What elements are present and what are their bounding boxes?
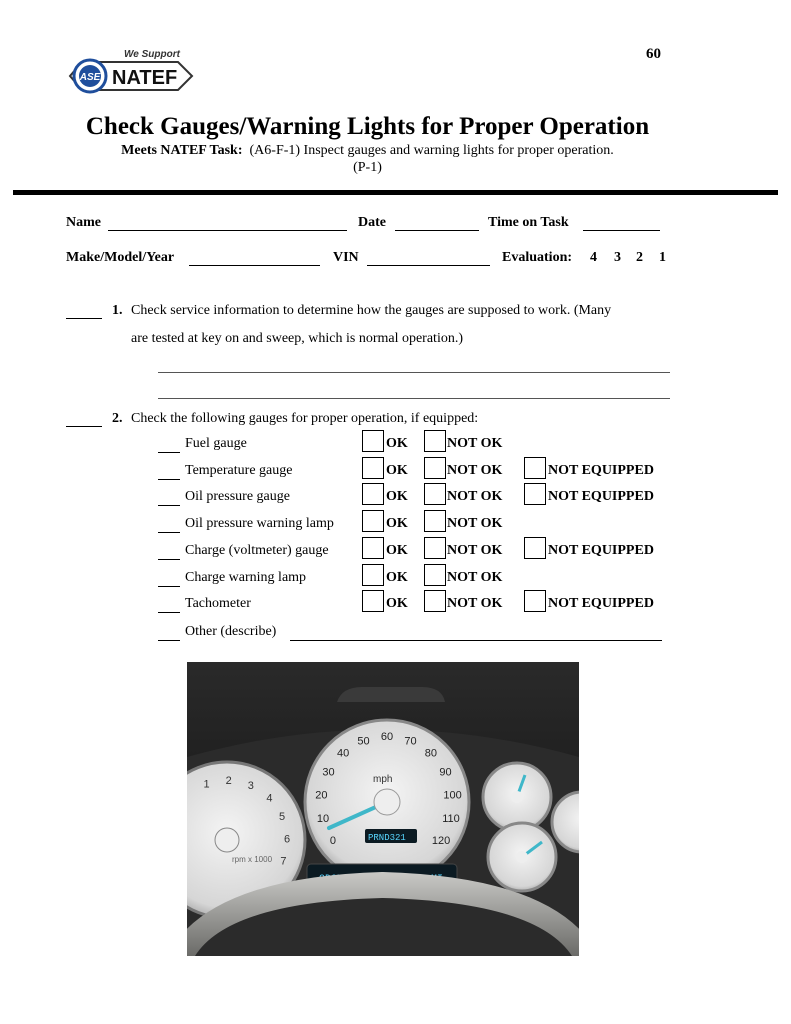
task-subtitle xyxy=(0,143,735,159)
step1-number-text: 1. xyxy=(112,303,123,318)
ok-checkbox[interactable] xyxy=(362,430,384,452)
step1-text-line1: Check service information to determine how the gauges are supposed to work. (Many xyxy=(131,303,612,318)
natef-logo xyxy=(68,46,194,100)
other-check-blank[interactable] xyxy=(158,640,180,641)
speed-unit: mph xyxy=(373,774,393,785)
evaluation-score-2[interactable]: 2 xyxy=(636,250,643,265)
not-ok-checkbox[interactable] xyxy=(424,564,446,586)
speed-tick-label: 50 xyxy=(357,735,370,748)
not-ok-option-label: NOT OK xyxy=(447,436,503,451)
gauge-item-check-blank[interactable] xyxy=(158,612,180,613)
vin-label: VIN xyxy=(333,250,359,265)
rpm-tick-label: 1 xyxy=(203,778,210,791)
gauge-item-label: Oil pressure warning lamp xyxy=(185,516,334,531)
header-divider xyxy=(13,190,778,195)
not-ok-option-label: NOT OK xyxy=(447,489,503,504)
not-equipped-checkbox[interactable] xyxy=(524,590,546,612)
evaluation-label: Evaluation: xyxy=(502,250,573,265)
ok-option-label: OK xyxy=(386,543,408,558)
not-ok-checkbox[interactable] xyxy=(424,537,446,559)
instrument-cluster-photo xyxy=(187,662,579,956)
logo-brand-text: NATEF xyxy=(112,67,178,89)
step2-check-blank[interactable] xyxy=(66,426,102,427)
ok-option-label: OK xyxy=(386,436,408,451)
gauge-item xyxy=(158,489,678,511)
speed-tick-label: 120 xyxy=(431,834,451,847)
step2-number xyxy=(112,411,123,427)
not-equipped-option-label: NOT EQUIPPED xyxy=(548,463,654,478)
gauge-item-label: Tachometer xyxy=(185,596,251,611)
step2-number-text: 2. xyxy=(112,411,123,426)
page-number: 60 xyxy=(646,46,661,62)
not-ok-checkbox[interactable] xyxy=(424,457,446,479)
gauge-item xyxy=(158,543,678,565)
speed-tick-label: 20 xyxy=(315,789,328,802)
gauge-item-check-blank[interactable] xyxy=(158,559,180,560)
not-ok-option-label: NOT OK xyxy=(447,463,503,478)
ok-checkbox[interactable] xyxy=(362,457,384,479)
speed-tick-label: 10 xyxy=(316,813,330,826)
gauge-item xyxy=(158,516,678,538)
not-ok-checkbox[interactable] xyxy=(424,510,446,532)
rpm-tick-label: 3 xyxy=(247,779,254,792)
ok-option-label: OK xyxy=(386,516,408,531)
rpm-tick-label: 5 xyxy=(279,811,286,824)
page-title: Check Gauges/Warning Lights for Proper Operation xyxy=(85,113,650,140)
gauge-item xyxy=(158,436,678,458)
task-label: Meets NATEF Task: xyxy=(121,143,243,158)
vin-field[interactable] xyxy=(367,265,490,266)
rpm-tick-label: 7 xyxy=(280,855,287,868)
date-field[interactable] xyxy=(395,230,479,231)
task-priority-code: (P-1) xyxy=(353,160,382,175)
make-model-year-field[interactable] xyxy=(189,265,320,266)
gauge-item-label: Charge warning lamp xyxy=(185,570,307,585)
ok-checkbox[interactable] xyxy=(362,537,384,559)
ase-badge-text: ASE xyxy=(79,72,101,83)
not-ok-option-label: NOT OK xyxy=(447,543,503,558)
gauge-item-check-blank[interactable] xyxy=(158,532,180,533)
time-on-task-label: Time on Task xyxy=(488,215,569,230)
step1-check-blank[interactable] xyxy=(66,318,102,319)
speed-tick-label: 0 xyxy=(329,834,336,847)
step1-answer-line-2[interactable] xyxy=(158,398,670,399)
gauge-item-label: Oil pressure gauge xyxy=(185,489,290,504)
ok-option-label: OK xyxy=(386,596,408,611)
evaluation-score-3[interactable]: 3 xyxy=(614,250,621,265)
not-ok-checkbox[interactable] xyxy=(424,430,446,452)
not-ok-option-label: NOT OK xyxy=(447,596,503,611)
task-description: (A6-F-1) Inspect gauges and warning lights for proper operation. xyxy=(249,143,614,158)
gauge-item-label: Fuel gauge xyxy=(185,436,247,451)
ok-option-label: OK xyxy=(386,570,408,585)
evaluation-score-4[interactable]: 4 xyxy=(590,250,597,265)
not-ok-option-label: NOT OK xyxy=(447,570,503,585)
gauge-item-check-blank[interactable] xyxy=(158,505,180,506)
ok-checkbox[interactable] xyxy=(362,510,384,532)
other-describe-field[interactable] xyxy=(290,640,662,641)
rpm-label: rpm x 1000 xyxy=(232,855,273,864)
not-equipped-checkbox[interactable] xyxy=(524,537,546,559)
speed-tick-label: 110 xyxy=(442,813,460,826)
not-equipped-option-label: NOT EQUIPPED xyxy=(548,543,654,558)
speed-tick-label: 90 xyxy=(439,766,452,779)
ok-option-label: OK xyxy=(386,489,408,504)
not-equipped-option-label: NOT EQUIPPED xyxy=(548,489,654,504)
gauge-item xyxy=(158,596,678,618)
not-ok-checkbox[interactable] xyxy=(424,483,446,505)
not-equipped-checkbox[interactable] xyxy=(524,483,546,505)
step1-answer-line-1[interactable] xyxy=(158,372,670,373)
other-label: Other (describe) xyxy=(185,624,277,639)
gauge-item xyxy=(158,570,678,592)
name-label: Name xyxy=(66,215,101,230)
date-label: Date xyxy=(358,215,386,230)
step1-number xyxy=(112,303,123,319)
rpm-tick-label: 4 xyxy=(266,792,273,805)
name-field[interactable] xyxy=(108,230,347,231)
gauge-item-check-blank[interactable] xyxy=(158,586,180,587)
speed-tick-label: 30 xyxy=(322,766,335,779)
not-equipped-checkbox[interactable] xyxy=(524,457,546,479)
speed-tick-label: 70 xyxy=(404,735,417,748)
speed-tick-label: 100 xyxy=(443,789,462,802)
gauge-item-label: Temperature gauge xyxy=(185,463,293,478)
step2-text: Check the following gauges for proper operation, if equipped: xyxy=(131,411,479,426)
speed-tick-label: 60 xyxy=(380,731,394,743)
ok-checkbox[interactable] xyxy=(362,564,384,586)
gauge-item-label: Charge (voltmeter) gauge xyxy=(185,543,329,558)
make-model-year-label: Make/Model/Year xyxy=(66,250,175,265)
gauge-item xyxy=(158,463,678,485)
speed-tick-label: 80 xyxy=(424,747,438,760)
time-on-task-field[interactable] xyxy=(583,230,660,231)
ok-checkbox[interactable] xyxy=(362,590,384,612)
rpm-tick-label: 2 xyxy=(225,775,232,787)
gauge-item-check-blank[interactable] xyxy=(158,479,180,480)
not-equipped-option-label: NOT EQUIPPED xyxy=(548,596,654,611)
gauge-item-check-blank[interactable] xyxy=(158,452,180,453)
speed-tick-label: 40 xyxy=(336,747,350,760)
not-ok-option-label: NOT OK xyxy=(447,516,503,531)
not-ok-checkbox[interactable] xyxy=(424,590,446,612)
evaluation-score-1[interactable]: 1 xyxy=(659,250,666,265)
step1-text-line2: are tested at key on and sweep, which is normal operation.) xyxy=(131,331,464,346)
rpm-tick-label: 6 xyxy=(283,833,291,846)
gear-display: PRND321 xyxy=(368,833,406,843)
ok-checkbox[interactable] xyxy=(362,483,384,505)
logo-top-text: We Support xyxy=(124,49,180,60)
ok-option-label: OK xyxy=(386,463,408,478)
